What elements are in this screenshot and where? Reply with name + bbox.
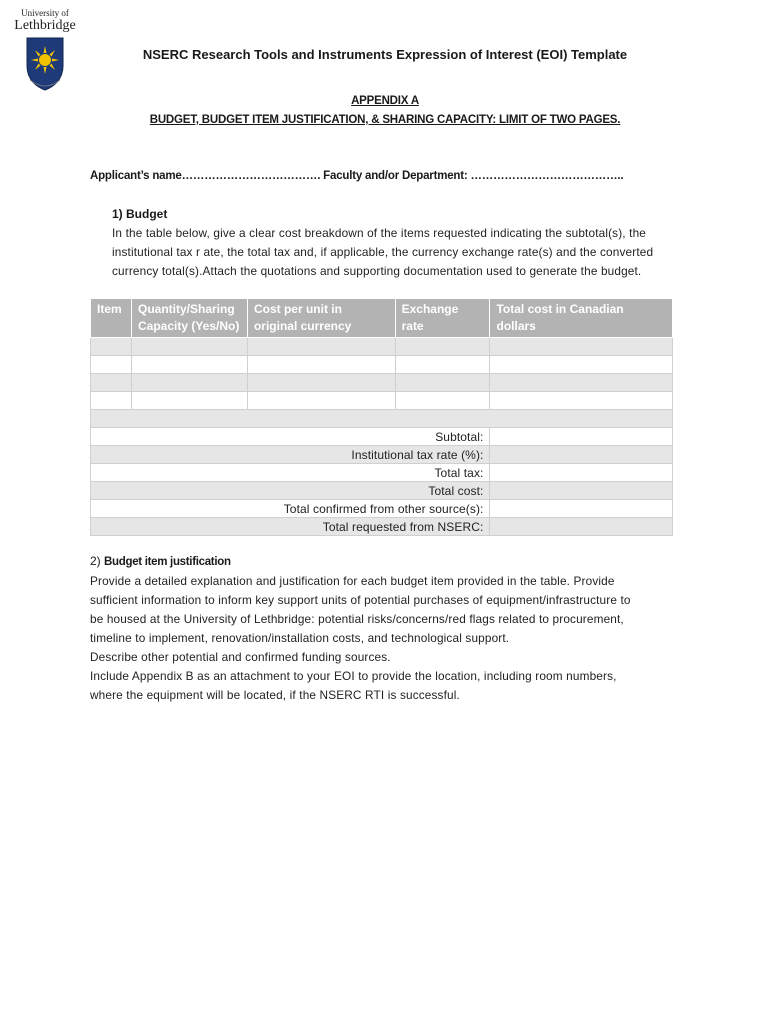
table-row — [91, 374, 673, 392]
table-cell[interactable] — [395, 338, 490, 356]
summary-label-total-tax: Total tax: — [91, 464, 490, 482]
logo-text-university-of: University of — [21, 8, 69, 18]
table-cell[interactable] — [490, 392, 673, 410]
paragraph-line: Describe other potential and confirmed funding sources. — [90, 650, 391, 664]
table-cell[interactable] — [131, 356, 247, 374]
table-cell[interactable] — [395, 392, 490, 410]
section-budget-heading: 1) Budget — [112, 207, 168, 221]
paragraph-line: sufficient information to inform key support units of potential purchases of equipment/infrastructure to — [90, 593, 631, 607]
summary-value-cell[interactable] — [490, 446, 673, 464]
table-cell[interactable] — [247, 374, 395, 392]
paragraph-line: Include Appendix B as an attachment to your EOI to provide the location, including room numbers, — [90, 669, 617, 683]
summary-value-cell[interactable] — [490, 482, 673, 500]
summary-label-subtotal: Subtotal: — [91, 428, 490, 446]
table-cell[interactable] — [247, 338, 395, 356]
paragraph-line: timeline to implement, renovation/installation costs, and technological support. — [90, 631, 510, 645]
table-cell[interactable] — [395, 356, 490, 374]
section-title: Budget item justification — [104, 556, 231, 568]
summary-row — [91, 518, 673, 536]
table-cell[interactable] — [91, 392, 132, 410]
header-item: Item — [91, 299, 132, 338]
paragraph-line: be housed at the University of Lethbridge: potential risks/concerns/red flags related to procurement, — [90, 612, 624, 626]
table-cell[interactable] — [247, 392, 395, 410]
summary-value-cell[interactable] — [490, 428, 673, 446]
summary-label-confirmed-other: Total confirmed from other source(s): — [91, 500, 490, 518]
summary-row — [91, 464, 673, 482]
table-spacer-row — [91, 410, 673, 428]
budget-table — [90, 298, 673, 536]
table-cell[interactable] — [247, 356, 395, 374]
section-budget-text: In the table below, give a clear cost breakdown of the items requested indicating the subtotal(s), the institutional tax r ate, the total tax and, if applicable, the currency exchange rate(s) and the converted currency total(s).Attach the quotations and supporting documentation used to generate the budget. — [112, 226, 654, 278]
table-cell[interactable] — [490, 338, 673, 356]
table-cell[interactable] — [131, 374, 247, 392]
summary-value-cell[interactable] — [490, 518, 673, 536]
header-exchange-rate: Exchange rate — [395, 299, 490, 338]
applicant-line: Applicant’s name………………………………. Faculty and/or Department: ………………………………….. — [90, 170, 624, 182]
table-spacer-cell — [91, 410, 673, 428]
section-justification-text — [90, 572, 690, 705]
appendix-heading: APPENDIX A — [351, 95, 419, 107]
header-quantity: Quantity/Sharing Capacity (Yes/No) — [131, 299, 247, 338]
table-cell[interactable] — [490, 356, 673, 374]
table-row — [91, 356, 673, 374]
table-header-row — [91, 299, 673, 338]
summary-row — [91, 500, 673, 518]
summary-row — [91, 446, 673, 464]
table-cell[interactable] — [91, 356, 132, 374]
summary-label-total-cost: Total cost: — [91, 482, 490, 500]
document-title: NSERC Research Tools and Instruments Expression of Interest (EOI) Template — [142, 47, 628, 62]
table-row — [91, 338, 673, 356]
logo-text-lethbridge: Lethbridge — [14, 18, 76, 33]
appendix-subheading: BUDGET, BUDGET ITEM JUSTIFICATION, & SHARING CAPACITY: LIMIT OF TWO PAGES. — [149, 114, 621, 126]
summary-label-requested-nserc: Total requested from NSERC: — [91, 518, 490, 536]
shield-sun-icon — [25, 36, 65, 92]
paragraph-line: Provide a detailed explanation and justification for each budget item provided in the table. Provide — [90, 574, 615, 588]
table-cell[interactable] — [395, 374, 490, 392]
table-cell[interactable] — [490, 374, 673, 392]
table-cell[interactable] — [131, 338, 247, 356]
table-cell[interactable] — [91, 374, 132, 392]
table-cell[interactable] — [131, 392, 247, 410]
table-cell[interactable] — [91, 338, 132, 356]
summary-label-tax-rate: Institutional tax rate (%): — [91, 446, 490, 464]
summary-row — [91, 482, 673, 500]
table-row — [91, 392, 673, 410]
section-justification-heading — [90, 554, 231, 568]
summary-value-cell[interactable] — [490, 464, 673, 482]
header-cost-per-unit: Cost per unit in original currency — [247, 299, 395, 338]
paragraph-line: where the equipment will be located, if the NSERC RTI is successful. — [90, 688, 460, 702]
summary-row — [91, 428, 673, 446]
section-number: 2) — [90, 554, 105, 568]
header-total-cost: Total cost in Canadian dollars — [490, 299, 673, 338]
summary-value-cell[interactable] — [490, 500, 673, 518]
